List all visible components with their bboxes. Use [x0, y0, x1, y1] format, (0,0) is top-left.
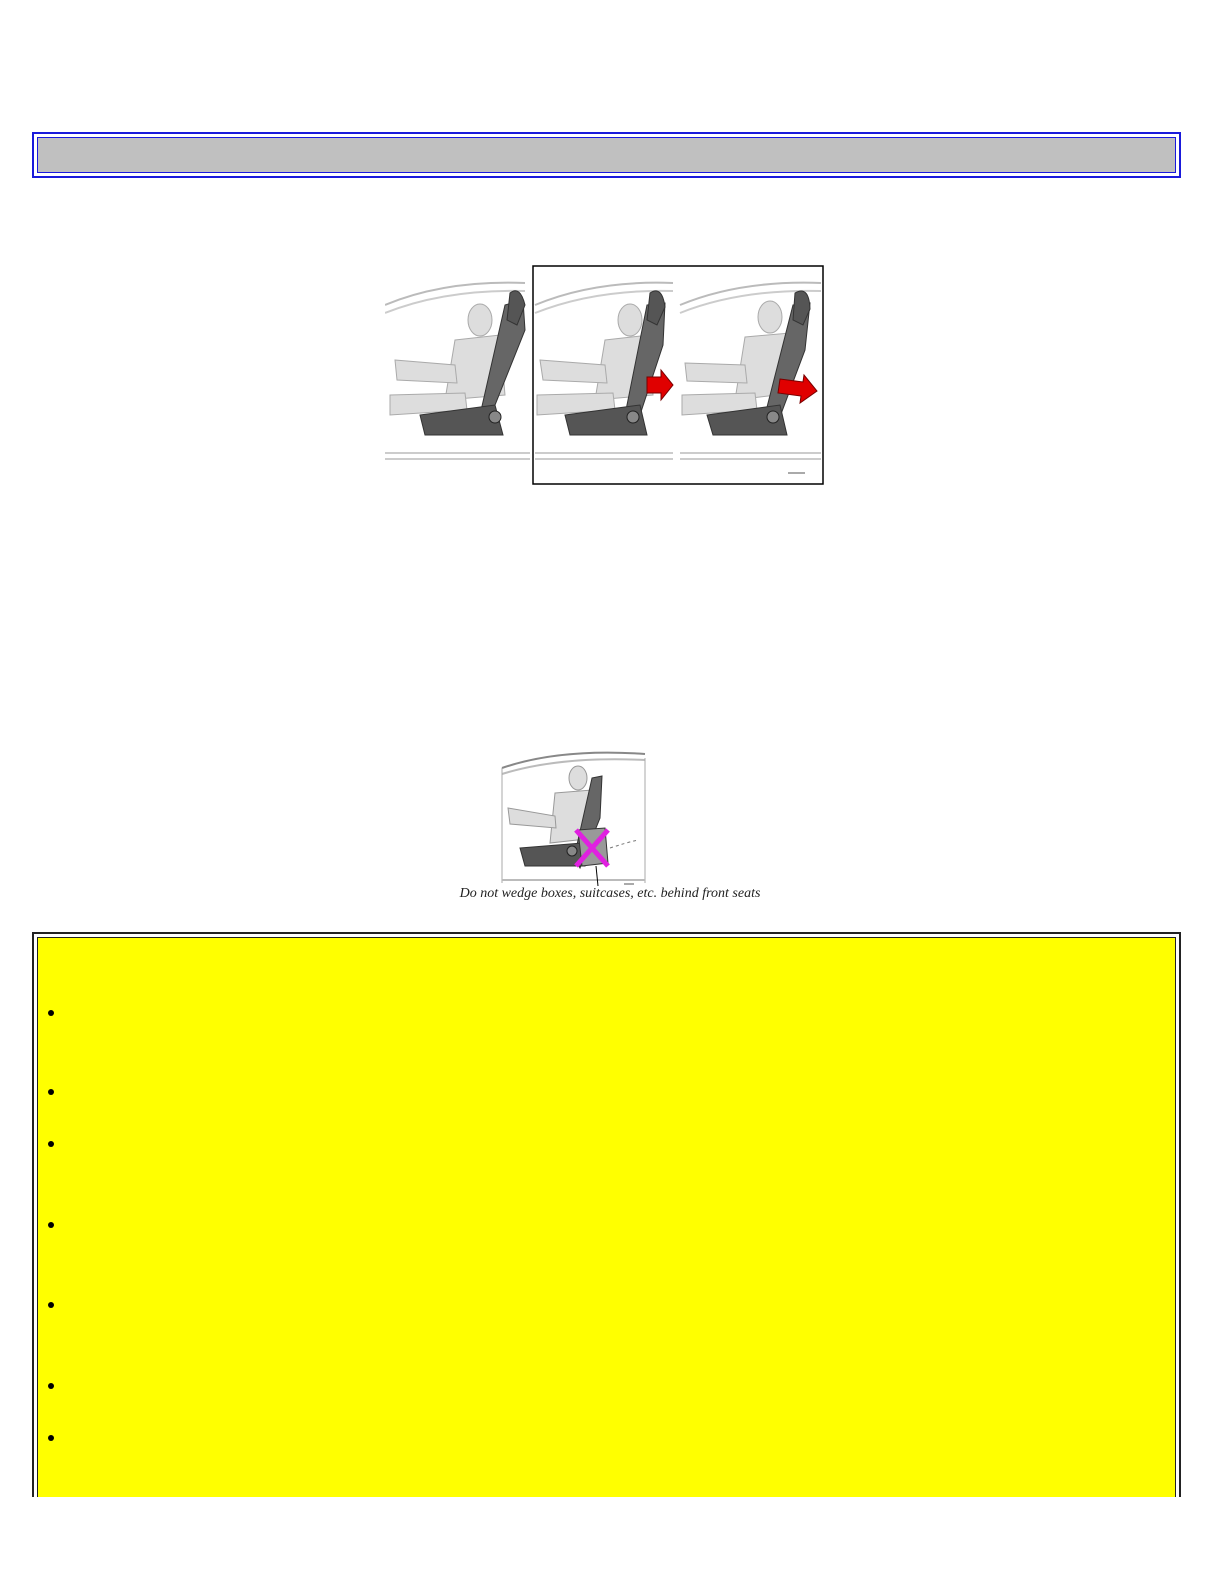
- no-objects-behind-seat-figure: [500, 748, 648, 888]
- seat-panel-3-illustration: [680, 283, 821, 459]
- page-bottom-margin: [0, 1497, 1224, 1584]
- warning-box: [32, 932, 1181, 1512]
- section-header-fill: [37, 137, 1176, 173]
- warning-list-item: [48, 1383, 54, 1389]
- section-header-bar: [32, 132, 1181, 178]
- warning-box-fill: [37, 937, 1176, 1510]
- seat-adjustment-figure: [385, 265, 825, 487]
- warning-list-item: [48, 1141, 54, 1147]
- warning-list-item: [48, 1222, 54, 1228]
- seat-panel-2-illustration: [535, 283, 673, 459]
- seat-panel-1-illustration: [385, 283, 530, 459]
- warning-list-item: [48, 1435, 54, 1441]
- warning-list-item: [48, 1010, 54, 1016]
- warning-list-item: [48, 1089, 54, 1095]
- figure-caption: Do not wedge boxes, suitcases, etc. behind front seats: [459, 886, 761, 901]
- warning-list-item: [48, 1302, 54, 1308]
